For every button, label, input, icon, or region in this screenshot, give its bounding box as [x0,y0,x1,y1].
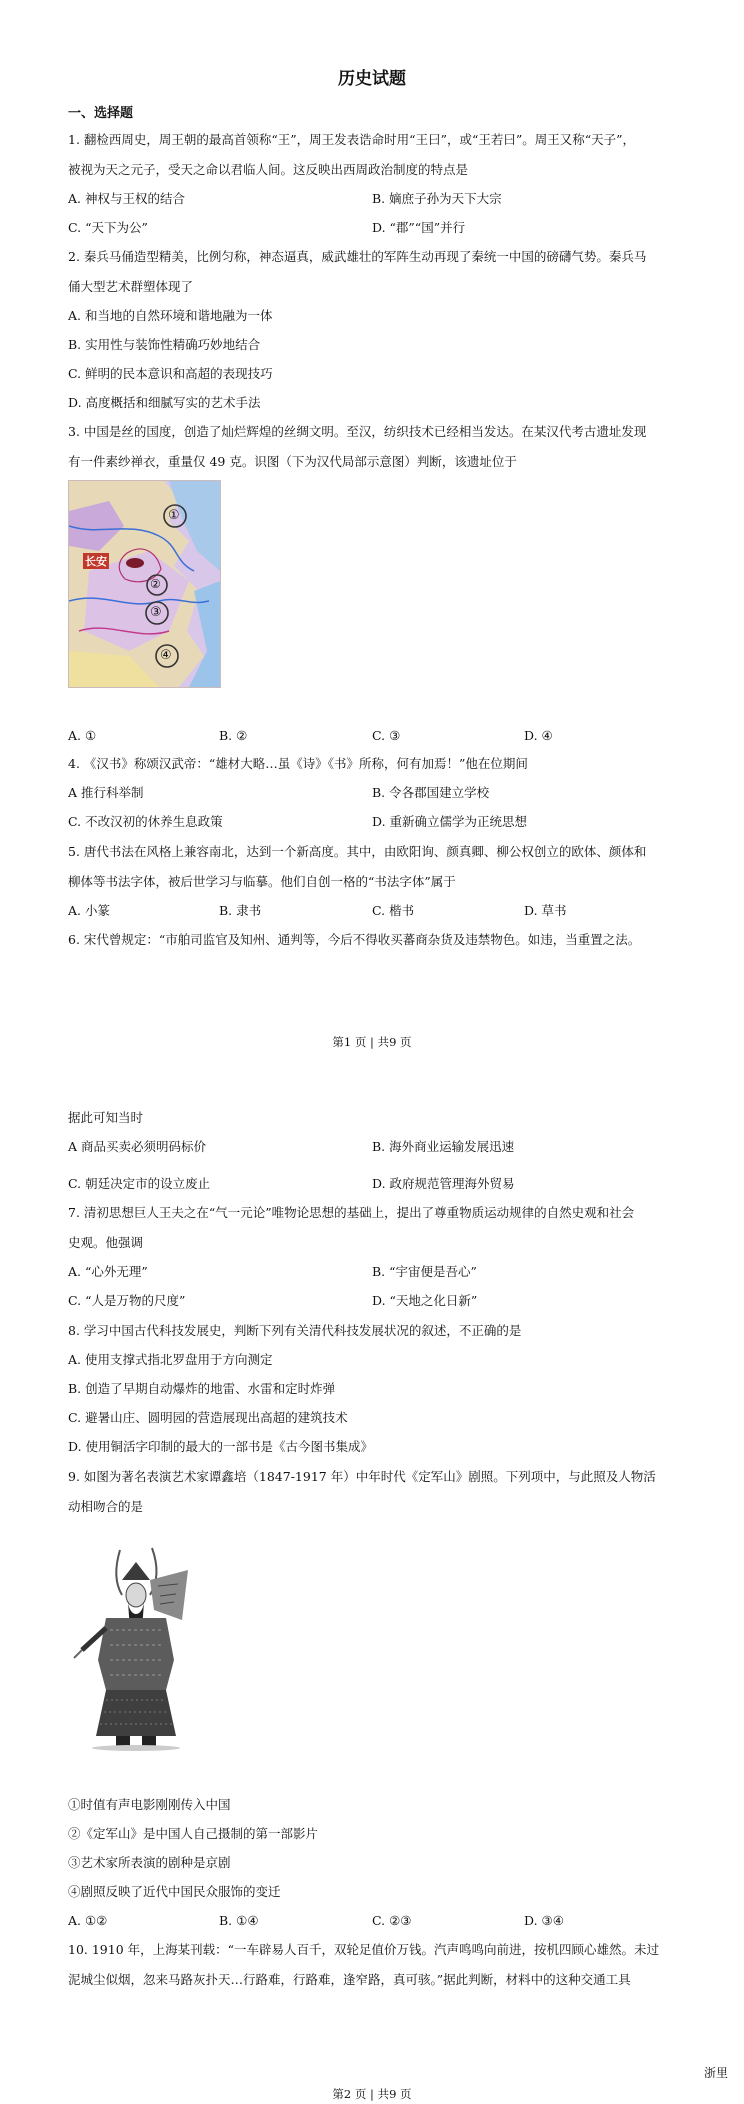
q3-option-b: B. ② [219,728,248,743]
q9-option-b: B. ①④ [219,1913,259,1928]
q4-stem: 4. 《汉书》称颂汉武帝：“雄材大略…虽《诗》《书》所称，何有加焉！”他在位期间 [68,756,528,771]
map-label-changan: 长安 [85,555,107,568]
q7-option-a: A. “心外无理” [68,1264,148,1279]
map-marker-1: ① [168,508,180,523]
q9-statement-1: ①时值有声电影刚刚传入中国 [68,1797,231,1812]
q7-stem-line1: 7. 清初思想巨人王夫之在“气一元论”唯物论思想的基础上，提出了尊重物质运动规律的自然史观和社会 [68,1205,635,1220]
q4-option-c: C. 不改汉初的休养生息政策 [68,814,223,829]
q1-option-b: B. 嫡庶子孙为天下大宗 [372,191,502,206]
q2-stem-line1: 2. 秦兵马俑造型精美，比例匀称，神态逼真，威武雄壮的军阵生动再现了秦统一中国的磅礴气势。秦兵马 [68,249,647,264]
q7-option-d: D. “天地之化日新” [372,1293,478,1308]
q5-option-a: A. 小篆 [68,903,110,918]
q4-option-a: A 推行科举制 [68,785,144,800]
q7-option-c: C. “人是万物的尺度” [68,1293,186,1308]
q3-stem-line2: 有一件素纱禅衣，重量仅 49 克。识图（下为汉代局部示意图）判断，该遗址位于 [68,454,517,469]
q5-option-b: B. 隶书 [219,903,262,918]
q10-stem-line2: 泥城尘似烟，忽来马路灰扑天…行路难，行路难，逢窄路，真可骇。”据此判断，材料中的这种交通工具 [68,1972,631,1987]
q6-option-d: D. 政府规范管理海外贸易 [372,1176,515,1191]
q2-option-c: C. 鲜明的民本意识和高超的表现技巧 [68,366,273,381]
q5-stem-line2: 柳体等书法字体，被后世学习与临摹。他们自创一格的“书法字体”属于 [68,874,456,889]
corner-mark: 浙里 [703,2066,728,2080]
q8-stem: 8. 学习中国古代科技发展史，判断下列有关清代科技发展状况的叙述，不正确的是 [68,1323,522,1338]
q9-statement-2: ②《定军山》是中国人自己摄制的第一部影片 [68,1826,319,1841]
map-marker-3: ③ [150,605,162,620]
q9-option-a: A. ①② [68,1913,108,1928]
q6-option-c: C. 朝廷决定市的设立废止 [68,1176,211,1191]
q5-option-d: D. 草书 [524,903,567,918]
q5-stem-line1: 5. 唐代书法在风格上兼容南北，达到一个新高度。其中，由欧阳询、颜真卿、柳公权创立的欧体、颜体和 [68,844,647,859]
q8-option-a: A. 使用支撑式指北罗盘用于方向测定 [68,1352,273,1367]
q6-option-a: A 商品买卖必须明码标价 [68,1139,207,1154]
opera-photo [70,1540,210,1752]
q4-option-b: B. 令各郡国建立学校 [372,785,490,800]
q8-option-d: D. 使用铜活字印制的最大的一部书是《古今图书集成》 [68,1439,374,1454]
q6-stem-line1: 6. 宋代曾规定：“市舶司监官及知州、通判等，今后不得收买蕃商杂货及违禁物色。如违，当重置之法。 [68,932,641,947]
q7-option-b: B. “宇宙便是吾心” [372,1264,477,1279]
q4-option-d: D. 重新确立儒学为正统思想 [372,814,528,829]
q9-option-d: D. ③④ [524,1913,564,1928]
map-marker-2: ② [150,577,161,591]
q9-statement-3: ③艺术家所表演的剧种是京剧 [68,1855,231,1870]
q1-option-d: D. “郡”“国”并行 [372,220,466,235]
q1-stem-line1: 1. 翻检西周史，周王朝的最高首领称“王”，周王发表诰命时用“王曰”，或“王若曰”。周王又称“天子”， [68,132,636,147]
q1-option-c: C. “天下为公” [68,220,148,235]
q1-stem-line2: 被视为天之元子，受天之命以君临人间。这反映出西周政治制度的特点是 [68,162,469,177]
q6-option-b: B. 海外商业运输发展迅速 [372,1139,515,1154]
q9-stem-line2: 动相吻合的是 [68,1499,144,1514]
q9-statement-4: ④剧照反映了近代中国民众服饰的变迁 [68,1884,281,1899]
map-marker-4: ④ [160,648,172,663]
page-footer-1: 第1 页 | 共9 页 [332,1035,412,1049]
page-title: 历史试题 [338,69,406,89]
q2-option-a: A. 和当地的自然环境和谐地融为一体 [68,308,273,323]
q2-stem-line2: 俑大型艺术群塑体现了 [68,279,194,294]
q9-option-c: C. ②③ [372,1913,412,1928]
q1-option-a: A. 神权与王权的结合 [68,191,185,206]
q6-stem-line2: 据此可知当时 [68,1110,144,1125]
q7-stem-line2: 史观。他强调 [68,1235,144,1250]
q2-option-b: B. 实用性与装饰性精确巧妙地结合 [68,337,261,352]
section-heading: 一、选择题 [68,106,134,121]
q3-option-c: C. ③ [372,728,401,743]
q3-option-d: D. ④ [524,728,553,743]
q10-stem-line1: 10. 1910 年，上海某刊载：“一车辟易人百千，双轮足值价万钱。汽声鸣鸣向前进，按机四顾心雄然。未过 [68,1942,660,1957]
q9-stem-line1: 9. 如图为著名表演艺术家谭鑫培（1847-1917 年）中年时代《定军山》剧照。下列项中，与此照及人物活 [68,1469,656,1484]
q3-stem-line1: 3. 中国是丝的国度，创造了灿烂辉煌的丝绸文明。至汉，纺织技术已经相当发达。在某汉代考古遗址发现 [68,424,647,439]
q2-option-d: D. 高度概括和细腻写实的艺术手法 [68,395,261,410]
q8-option-c: C. 避暑山庄、圆明园的营造展现出高超的建筑技术 [68,1410,348,1425]
q5-option-c: C. 楷书 [372,903,415,918]
page-footer-2: 第2 页 | 共9 页 [332,2087,412,2101]
han-dynasty-map [68,480,221,688]
q3-option-a: A. ① [68,728,97,743]
q8-option-b: B. 创造了早期自动爆炸的地雷、水雷和定时炸弹 [68,1381,336,1396]
